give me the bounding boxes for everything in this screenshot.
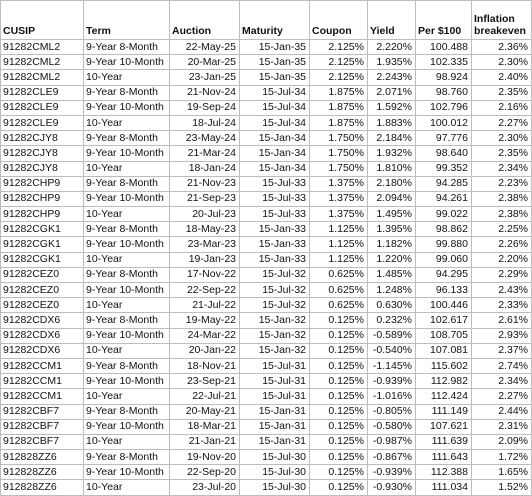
table-row [1,389,532,404]
cell-maturity: 15-Jan-35 [240,55,310,70]
cell-yield: 2.071% [368,85,416,100]
cell-inflation-breakeven: 2.37% [472,343,532,358]
cell-coupon: 1.750% [310,146,368,161]
cell-term: 9-Year 8-Month [84,450,170,465]
cell-term: 10-Year [84,252,170,267]
cell-cusip: 91282CGK1 [1,222,84,237]
cell-term: 9-Year 10-Month [84,419,170,434]
cell-yield: -0.540% [368,343,416,358]
cell-cusip: 91282CDX6 [1,343,84,358]
cell-coupon: 2.125% [310,40,368,55]
table-row [1,404,532,419]
cell-yield: 1.932% [368,146,416,161]
cell-per-100: 98.640 [416,146,472,161]
cell-cusip: 91282CJY8 [1,131,84,146]
cell-per-100: 96.133 [416,283,472,298]
cell-maturity: 15-Jan-34 [240,161,310,176]
cell-per-100: 100.488 [416,40,472,55]
cell-coupon: 1.125% [310,252,368,267]
cell-cusip: 91282CLE9 [1,85,84,100]
cell-coupon: 2.125% [310,55,368,70]
cell-auction: 23-Sep-21 [170,374,240,389]
table-row [1,55,532,70]
cell-per-100: 99.060 [416,252,472,267]
cell-coupon: 0.125% [310,389,368,404]
cell-coupon: 1.750% [310,131,368,146]
cell-auction: 19-Jan-23 [170,252,240,267]
cell-auction: 23-May-24 [170,131,240,146]
cell-inflation-breakeven: 2.43% [472,283,532,298]
cell-cusip: 91282CGK1 [1,252,84,267]
cell-auction: 20-May-21 [170,404,240,419]
cell-inflation-breakeven: 2.27% [472,115,532,130]
cell-maturity: 15-Jan-34 [240,146,310,161]
cell-coupon: 0.125% [310,313,368,328]
cell-cusip: 91282CCM1 [1,358,84,373]
cell-term: 9-Year 8-Month [84,358,170,373]
cell-auction: 18-Jul-24 [170,115,240,130]
cell-auction: 23-Jan-25 [170,70,240,85]
cell-coupon: 0.625% [310,298,368,313]
cell-maturity: 15-Jan-35 [240,40,310,55]
table-row [1,374,532,389]
cell-auction: 18-Mar-21 [170,419,240,434]
cell-inflation-breakeven: 2.34% [472,374,532,389]
cell-per-100: 98.924 [416,70,472,85]
cell-cusip: 91282CEZ0 [1,283,84,298]
cell-term: 10-Year [84,343,170,358]
cell-auction: 18-May-23 [170,222,240,237]
cell-inflation-breakeven: 2.36% [472,40,532,55]
cell-cusip: 91282CGK1 [1,237,84,252]
table-row [1,85,532,100]
cell-term: 9-Year 8-Month [84,40,170,55]
table-row [1,419,532,434]
header-cusip: CUSIP [1,1,84,40]
cell-coupon: 0.125% [310,465,368,480]
cell-maturity: 15-Jul-34 [240,115,310,130]
cell-cusip: 912828ZZ6 [1,450,84,465]
cell-yield: 1.883% [368,115,416,130]
cell-per-100: 108.705 [416,328,472,343]
cell-coupon: 0.125% [310,450,368,465]
table-row [1,313,532,328]
cell-inflation-breakeven: 2.61% [472,313,532,328]
cell-cusip: 91282CML2 [1,55,84,70]
cell-coupon: 0.125% [310,480,368,495]
cell-coupon: 0.625% [310,267,368,282]
cell-coupon: 1.875% [310,100,368,115]
cell-yield: -0.987% [368,434,416,449]
table-row [1,40,532,55]
cell-auction: 22-May-25 [170,40,240,55]
cell-auction: 21-Jan-21 [170,434,240,449]
cell-inflation-breakeven: 2.35% [472,85,532,100]
cell-coupon: 0.125% [310,434,368,449]
header-yield: Yield [368,1,416,40]
cell-per-100: 99.352 [416,161,472,176]
cell-maturity: 15-Jul-31 [240,389,310,404]
cell-auction: 21-Jul-22 [170,298,240,313]
cell-term: 9-Year 8-Month [84,85,170,100]
cell-auction: 20-Mar-25 [170,55,240,70]
cell-auction: 23-Mar-23 [170,237,240,252]
cell-inflation-breakeven: 2.30% [472,55,532,70]
cell-yield: -1.145% [368,358,416,373]
cell-yield: 2.094% [368,191,416,206]
cell-per-100: 102.617 [416,313,472,328]
table-row [1,480,532,495]
cell-inflation-breakeven: 2.20% [472,252,532,267]
cell-maturity: 15-Jul-32 [240,298,310,313]
cell-maturity: 15-Jan-32 [240,343,310,358]
cell-yield: 1.485% [368,267,416,282]
cell-cusip: 91282CLE9 [1,100,84,115]
cell-cusip: 91282CDX6 [1,313,84,328]
cell-term: 9-Year 8-Month [84,131,170,146]
cell-per-100: 99.022 [416,207,472,222]
cell-inflation-breakeven: 1.72% [472,450,532,465]
cell-maturity: 15-Jan-34 [240,131,310,146]
cell-coupon: 0.125% [310,358,368,373]
cell-coupon: 1.750% [310,161,368,176]
table-row [1,207,532,222]
cell-per-100: 111.643 [416,450,472,465]
header-per-100: Per $100 [416,1,472,40]
cell-inflation-breakeven: 2.33% [472,298,532,313]
cell-term: 9-Year 10-Month [84,328,170,343]
cell-term: 9-Year 10-Month [84,55,170,70]
table-row [1,328,532,343]
cell-maturity: 15-Jan-32 [240,328,310,343]
header-row [1,1,532,40]
table-row [1,70,532,85]
cell-per-100: 97.776 [416,131,472,146]
table-row [1,176,532,191]
cell-term: 10-Year [84,161,170,176]
cell-term: 9-Year 10-Month [84,465,170,480]
cell-maturity: 15-Jul-34 [240,100,310,115]
cell-yield: 1.935% [368,55,416,70]
cell-inflation-breakeven: 2.38% [472,191,532,206]
cell-per-100: 111.034 [416,480,472,495]
table-row [1,252,532,267]
header-coupon: Coupon [310,1,368,40]
cell-coupon: 1.875% [310,115,368,130]
cell-cusip: 912828ZZ6 [1,480,84,495]
cell-yield: -0.930% [368,480,416,495]
cell-maturity: 15-Jul-31 [240,374,310,389]
cell-inflation-breakeven: 2.26% [472,237,532,252]
cell-maturity: 15-Jul-31 [240,358,310,373]
cell-cusip: 91282CBF7 [1,404,84,419]
cell-auction: 22-Sep-20 [170,465,240,480]
cell-cusip: 91282CJY8 [1,161,84,176]
cell-inflation-breakeven: 2.38% [472,207,532,222]
table-row [1,267,532,282]
cell-auction: 22-Jul-21 [170,389,240,404]
cell-inflation-breakeven: 2.35% [472,146,532,161]
cell-per-100: 115.602 [416,358,472,373]
cell-inflation-breakeven: 2.23% [472,176,532,191]
cell-inflation-breakeven: 2.34% [472,161,532,176]
cell-per-100: 107.081 [416,343,472,358]
table-row [1,100,532,115]
cell-per-100: 100.012 [416,115,472,130]
cell-maturity: 15-Jan-35 [240,70,310,85]
table-row [1,237,532,252]
cell-term: 9-Year 10-Month [84,100,170,115]
cell-per-100: 111.639 [416,434,472,449]
cell-inflation-breakeven: 2.29% [472,267,532,282]
cell-term: 9-Year 10-Month [84,374,170,389]
cell-per-100: 98.862 [416,222,472,237]
cell-coupon: 0.625% [310,283,368,298]
cell-cusip: 91282CHP9 [1,176,84,191]
cell-per-100: 99.880 [416,237,472,252]
cell-per-100: 94.295 [416,267,472,282]
cell-auction: 21-Mar-24 [170,146,240,161]
cell-coupon: 1.125% [310,222,368,237]
cell-maturity: 15-Jul-33 [240,207,310,222]
cell-per-100: 112.424 [416,389,472,404]
cell-cusip: 91282CLE9 [1,115,84,130]
cell-yield: 1.592% [368,100,416,115]
cell-term: 9-Year 10-Month [84,283,170,298]
cell-auction: 22-Sep-22 [170,283,240,298]
cell-term: 9-Year 8-Month [84,313,170,328]
cell-yield: -0.580% [368,419,416,434]
cell-yield: -0.867% [368,450,416,465]
cell-auction: 19-Sep-24 [170,100,240,115]
cell-per-100: 94.285 [416,176,472,191]
cell-cusip: 91282CJY8 [1,146,84,161]
cell-auction: 21-Nov-23 [170,176,240,191]
cell-per-100: 107.621 [416,419,472,434]
cell-yield: -1.016% [368,389,416,404]
header-inflation-breakeven: Inflation breakeven [472,1,532,40]
cell-auction: 24-Mar-22 [170,328,240,343]
cell-maturity: 15-Jul-34 [240,85,310,100]
cell-cusip: 91282CHP9 [1,191,84,206]
cell-inflation-breakeven: 2.93% [472,328,532,343]
cell-term: 10-Year [84,115,170,130]
cell-per-100: 112.982 [416,374,472,389]
cell-auction: 19-Nov-20 [170,450,240,465]
cell-inflation-breakeven: 2.16% [472,100,532,115]
cell-maturity: 15-Jul-30 [240,450,310,465]
cell-inflation-breakeven: 2.09% [472,434,532,449]
cell-auction: 21-Nov-24 [170,85,240,100]
cell-term: 10-Year [84,70,170,85]
cell-auction: 21-Sep-23 [170,191,240,206]
cell-term: 9-Year 8-Month [84,404,170,419]
table-row [1,298,532,313]
table-row [1,450,532,465]
cell-per-100: 98.760 [416,85,472,100]
cell-yield: 1.395% [368,222,416,237]
cell-term: 10-Year [84,389,170,404]
table-row [1,131,532,146]
table-row [1,146,532,161]
cell-cusip: 91282CDX6 [1,328,84,343]
cell-cusip: 912828ZZ6 [1,465,84,480]
cell-per-100: 102.335 [416,55,472,70]
cell-maturity: 15-Jul-32 [240,283,310,298]
cell-cusip: 91282CEZ0 [1,298,84,313]
cell-maturity: 15-Jan-32 [240,313,310,328]
cell-maturity: 15-Jan-31 [240,419,310,434]
table-row [1,434,532,449]
cell-maturity: 15-Jul-30 [240,480,310,495]
cell-yield: -0.939% [368,374,416,389]
cell-cusip: 91282CEZ0 [1,267,84,282]
cell-auction: 23-Jul-20 [170,480,240,495]
cell-maturity: 15-Jan-33 [240,237,310,252]
cell-maturity: 15-Jan-33 [240,222,310,237]
cell-yield: 2.220% [368,40,416,55]
cell-maturity: 15-Jan-31 [240,404,310,419]
cell-yield: -0.939% [368,465,416,480]
cell-coupon: 1.125% [310,237,368,252]
cell-yield: 1.182% [368,237,416,252]
cell-yield: 0.232% [368,313,416,328]
cell-yield: 2.243% [368,70,416,85]
cell-auction: 20-Jan-22 [170,343,240,358]
cell-auction: 17-Nov-22 [170,267,240,282]
cell-auction: 18-Nov-21 [170,358,240,373]
cell-coupon: 2.125% [310,70,368,85]
header-term: Term [84,1,170,40]
cell-coupon: 1.875% [310,85,368,100]
table-row [1,161,532,176]
cell-coupon: 0.125% [310,419,368,434]
cell-cusip: 91282CCM1 [1,389,84,404]
table-row [1,222,532,237]
cell-per-100: 112.388 [416,465,472,480]
cell-auction: 20-Jul-23 [170,207,240,222]
cell-maturity: 15-Jul-30 [240,465,310,480]
cell-inflation-breakeven: 2.40% [472,70,532,85]
cell-cusip: 91282CHP9 [1,207,84,222]
cell-per-100: 111.149 [416,404,472,419]
table-row [1,115,532,130]
cell-coupon: 0.125% [310,343,368,358]
cell-auction: 19-May-22 [170,313,240,328]
cell-inflation-breakeven: 2.30% [472,131,532,146]
cell-term: 9-Year 10-Month [84,237,170,252]
cell-yield: 0.630% [368,298,416,313]
header-auction: Auction [170,1,240,40]
cell-yield: 1.248% [368,283,416,298]
cell-maturity: 15-Jul-32 [240,267,310,282]
cell-inflation-breakeven: 2.25% [472,222,532,237]
cell-maturity: 15-Jul-33 [240,191,310,206]
cell-inflation-breakeven: 2.27% [472,389,532,404]
cell-per-100: 94.261 [416,191,472,206]
cell-inflation-breakeven: 1.52% [472,480,532,495]
cell-yield: -0.805% [368,404,416,419]
cell-coupon: 0.125% [310,328,368,343]
cell-inflation-breakeven: 2.31% [472,419,532,434]
cell-coupon: 1.375% [310,191,368,206]
cell-cusip: 91282CCM1 [1,374,84,389]
cell-term: 10-Year [84,480,170,495]
cell-yield: 1.495% [368,207,416,222]
cell-inflation-breakeven: 2.74% [472,358,532,373]
cell-yield: 2.184% [368,131,416,146]
cell-maturity: 15-Jan-31 [240,434,310,449]
table-row [1,191,532,206]
table-row [1,465,532,480]
cell-coupon: 1.375% [310,176,368,191]
cell-maturity: 15-Jan-33 [240,252,310,267]
cell-yield: 1.810% [368,161,416,176]
table-row [1,343,532,358]
cell-per-100: 102.796 [416,100,472,115]
cell-yield: 1.220% [368,252,416,267]
cell-per-100: 100.446 [416,298,472,313]
cell-auction: 18-Jan-24 [170,161,240,176]
cell-term: 10-Year [84,207,170,222]
cell-term: 9-Year 8-Month [84,222,170,237]
cell-coupon: 0.125% [310,404,368,419]
table-row [1,283,532,298]
cell-cusip: 91282CML2 [1,70,84,85]
cell-maturity: 15-Jul-33 [240,176,310,191]
cell-coupon: 1.375% [310,207,368,222]
header-maturity: Maturity [240,1,310,40]
cell-term: 10-Year [84,298,170,313]
cell-yield: -0.589% [368,328,416,343]
cell-coupon: 0.125% [310,374,368,389]
cell-term: 9-Year 10-Month [84,146,170,161]
table-row [1,358,532,373]
cell-term: 9-Year 8-Month [84,176,170,191]
cell-term: 10-Year [84,434,170,449]
cell-term: 9-Year 8-Month [84,267,170,282]
cell-cusip: 91282CBF7 [1,434,84,449]
cell-inflation-breakeven: 1.65% [472,465,532,480]
cell-cusip: 91282CBF7 [1,419,84,434]
cell-inflation-breakeven: 2.44% [472,404,532,419]
cell-yield: 2.180% [368,176,416,191]
cell-cusip: 91282CML2 [1,40,84,55]
cell-term: 9-Year 10-Month [84,191,170,206]
